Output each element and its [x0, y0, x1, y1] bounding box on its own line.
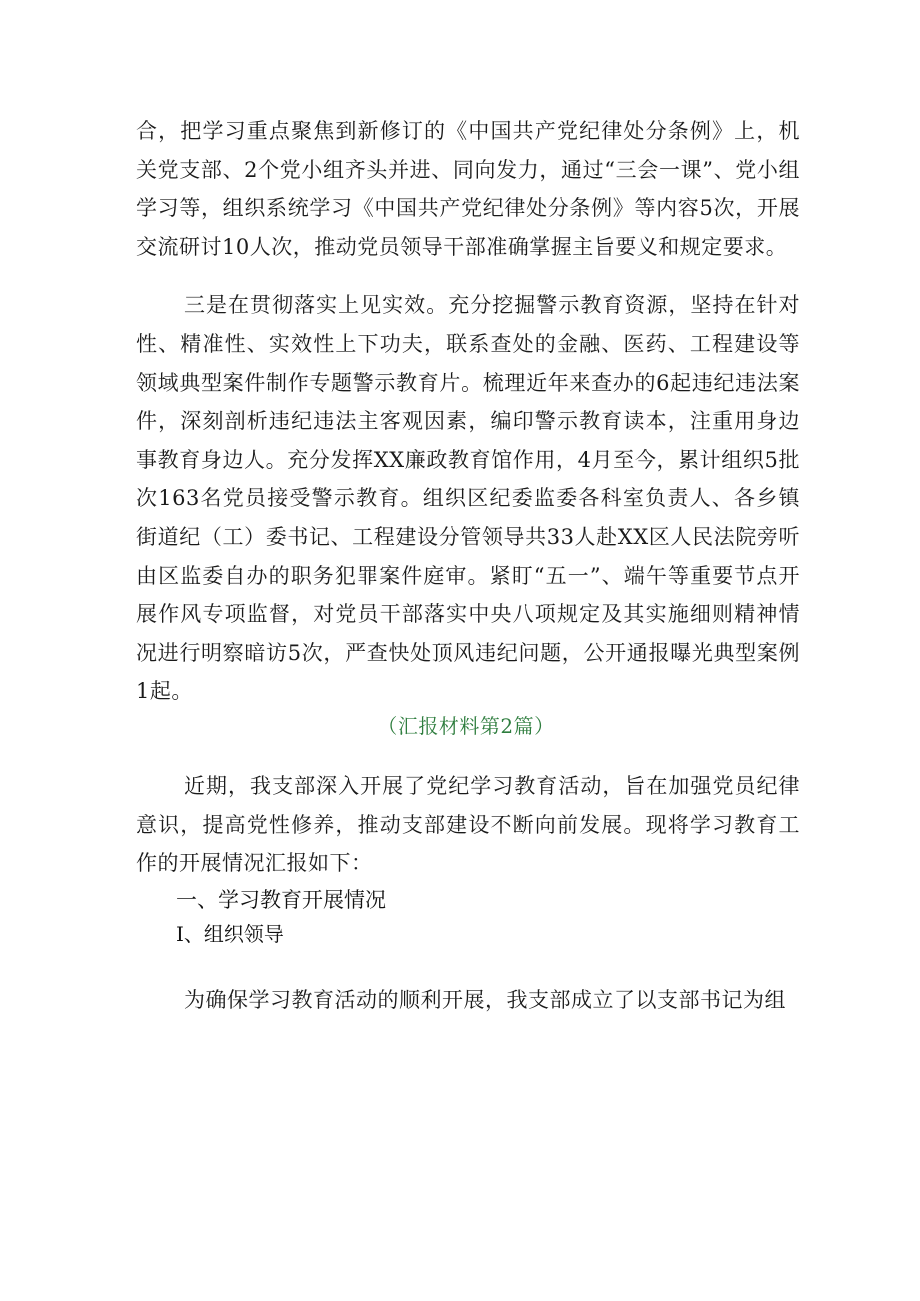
- paragraph-implementation-results: 三是在贯彻落实上见实效。充分挖掘警示教育资源，坚持在针对性、精准性、实效性上下功夫，联系查处的金融、医药、工程建设等领域典型案件制作专题警示教育片。梳理近年来查办的6起违纪违法案件，深刻剖析违纪违法主客观因素，编印警示教育读本，注重用身边事教育身边人。充分发挥XX廉政教育馆作用，4月至今，累计组织5批次163名党员接受警示教育。组织区纪委监委各科室负责人、各乡镇街道纪（工）委书记、工程建设分管领导共33人赴XX区人民法院旁听由区监委自办的职务犯罪案件庭审。紧盯“五一”、端午等重要节点开展作风专项监督，对党员干部落实中央八项规定及其实施细则精神情况进行明察暗访5次，严查快处顶风违纪问题，公开通报曝光典型案例1起。: [136, 293, 800, 704]
- paragraph-study-regulations: 合，把学习重点聚焦到新修订的《中国共产党纪律处分条例》上，机关党支部、2个党小组齐头并进、同向发力，通过“三会一课”、党小组学习等，组织系统学习《中国共产党纪律处分条例》等内容5次，开展交流研讨10人次，推动党员领导干部准确掌握主旨要义和规定要求。: [136, 119, 800, 259]
- paragraph-organization: 为确保学习教育活动的顺利开展，我支部成立了以支部书记为组: [184, 987, 786, 1012]
- paragraph-introduction: 近期，我支部深入开展了党纪学习教育活动，旨在加强党员纪律意识，提高党性修养，推动支部建设不断向前发展。现将学习教育工作的开展情况汇报如下：: [136, 773, 800, 876]
- section-title: （汇报材料第2篇）: [377, 713, 555, 738]
- heading-study-status: 一、学习教育开展情况: [176, 887, 386, 912]
- heading-organization-leadership: I、组织领导: [176, 921, 284, 946]
